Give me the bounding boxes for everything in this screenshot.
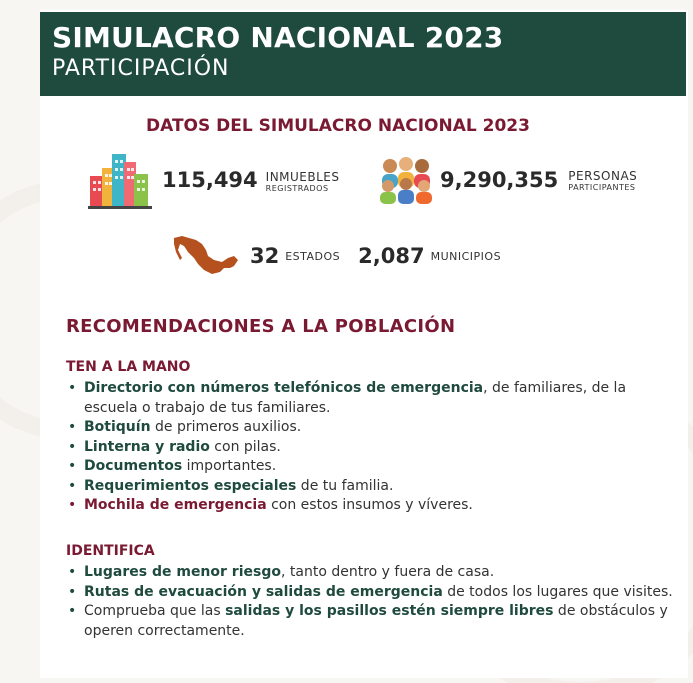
list-item xyxy=(66,496,678,516)
stat-estados xyxy=(172,234,501,278)
page-subtitle: PARTICIPACIÓN xyxy=(52,56,230,81)
inmuebles-value: 115,494 xyxy=(162,168,258,192)
people-icon xyxy=(378,156,434,204)
inmuebles-label: INMUEBLES xyxy=(265,169,340,184)
inmuebles-sublabel: REGISTRADOS xyxy=(265,183,329,193)
personas-label: PERSONAS xyxy=(568,168,638,183)
estados-label: ESTADOS xyxy=(285,249,341,263)
stat-personas xyxy=(378,156,637,204)
list-item xyxy=(66,438,678,458)
item-text: de obstáculos y operen correctamente. xyxy=(84,603,668,639)
item-bold: Requerimientos especiales xyxy=(84,477,297,494)
page-header xyxy=(40,12,686,96)
item-bold: Linterna y radio xyxy=(84,438,210,455)
ten-a-la-mano-list xyxy=(66,379,678,516)
list-item xyxy=(66,563,678,583)
item-text-pre: Comprueba que las xyxy=(84,603,226,619)
item-text: de todos los lugares que visites. xyxy=(442,583,673,600)
item-bold: Lugares de menor riesgo xyxy=(84,564,281,580)
personas-labels xyxy=(568,170,637,193)
item-text: con pilas. xyxy=(209,438,281,455)
personas-value: 9,290,355 xyxy=(440,168,559,192)
list-item xyxy=(66,418,678,438)
buildings-icon xyxy=(88,150,152,210)
recomendaciones-title: RECOMENDACIONES A LA POBLACIÓN xyxy=(66,316,456,337)
identifica-list xyxy=(66,563,678,641)
item-bold: Rutas de evacuación y salidas de emergencia xyxy=(84,583,443,600)
list-item xyxy=(66,583,678,603)
item-text: de primeros auxilios. xyxy=(150,419,302,435)
personas-sublabel: PARTICIPANTES xyxy=(568,182,636,192)
ten-a-la-mano-heading: TEN A LA MANO xyxy=(66,359,191,375)
mexico-map-icon xyxy=(172,234,240,278)
inmuebles-labels xyxy=(266,171,340,194)
municipios-label: MUNICIPIOS xyxy=(430,249,502,263)
identifica-heading: IDENTIFICA xyxy=(66,543,155,559)
item-bold: Documentos xyxy=(84,458,183,474)
datos-title: DATOS DEL SIMULACRO NACIONAL 2023 xyxy=(146,116,530,136)
item-text: con estos insumos y víveres. xyxy=(266,497,473,513)
item-bold: Botiquín xyxy=(84,419,151,435)
item-text: , tanto dentro y fuera de casa. xyxy=(280,564,495,580)
list-item xyxy=(66,477,678,497)
item-text: importantes. xyxy=(182,458,277,474)
list-item xyxy=(66,379,678,418)
item-bold: salidas y los pasillos estén siempre libres xyxy=(225,603,554,619)
item-text: , de familiares, de la escuela o trabajo de tus familiares. xyxy=(84,380,627,416)
item-bold: Directorio con números telefónicos de emergencia xyxy=(84,380,484,396)
list-item xyxy=(66,602,678,641)
stat-inmuebles xyxy=(88,150,340,210)
item-text: de tu familia. xyxy=(296,477,394,494)
list-item xyxy=(66,457,678,477)
estados-value: 32 xyxy=(250,244,280,268)
item-bold: Mochila de emergencia xyxy=(84,497,267,513)
page-title: SIMULACRO NACIONAL 2023 xyxy=(52,21,504,54)
municipios-value: 2,087 xyxy=(358,244,425,268)
